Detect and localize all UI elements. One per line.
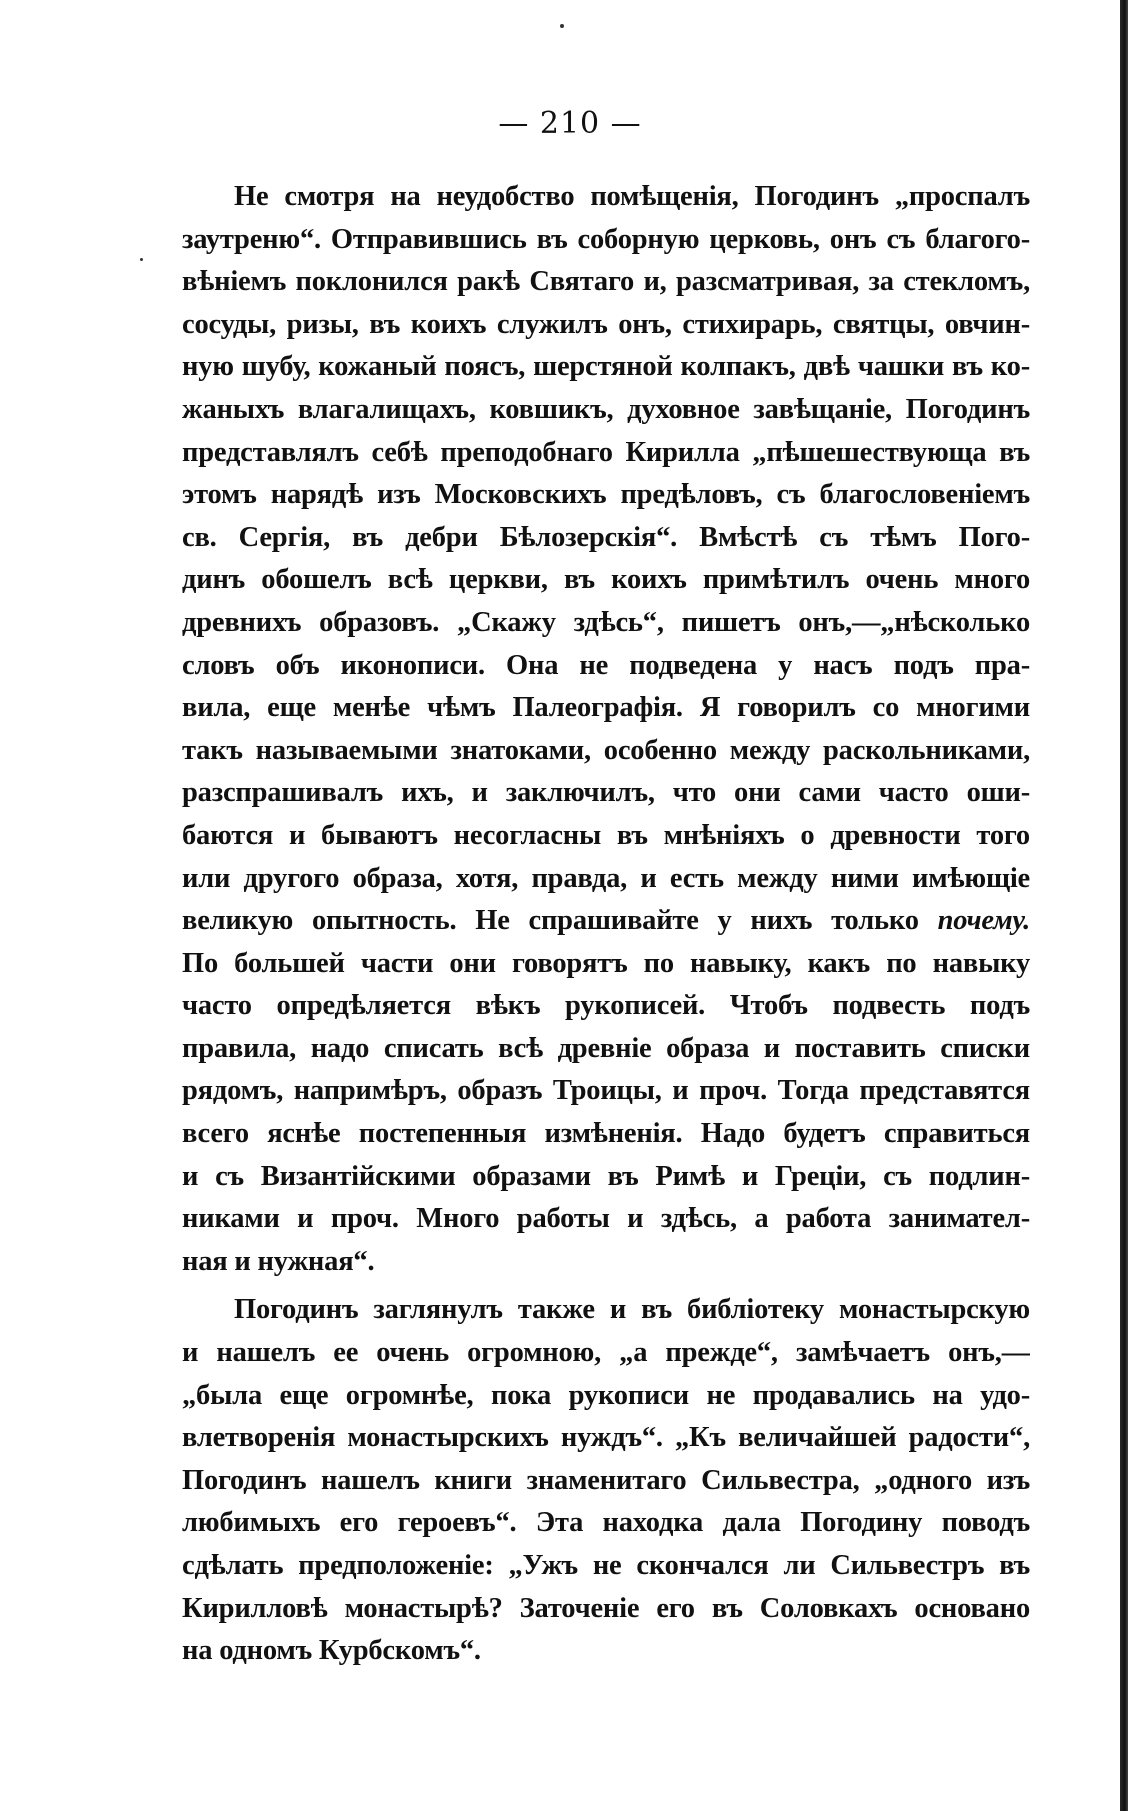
text-line: „была еще огромнѣе, пока рукописи не продавались на удо- [182,1379,1030,1411]
text-line: жаныхъ влагалищахъ, ковшикъ, духовное завѣщаніе, Погодинъ [182,393,1030,425]
text-line: всего яснѣе постепенныя измѣненія. Надо будетъ справиться [182,1118,1030,1150]
text-line-part: великую опытность. Не спрашивайте у нихъ только [182,905,919,937]
text-line: заутреню“. Отправившись въ соборную церковь, онъ съ благого- [182,223,1030,255]
text-line: сдѣлать предположеніе: „Ужъ не скончался ли Сильвестръ въ [182,1550,1030,1581]
text-line: этомъ нарядѣ изъ Московскихъ предѣловъ, съ благословеніемъ [182,479,1030,511]
text-line: словъ объ иконописи. Она не подведена у насъ подъ пра- [182,649,1030,681]
body-text [182,176,1030,1673]
speck [560,24,564,28]
text-line: часто опредѣляется вѣкъ рукописей. Чтобъ подвесть подъ [182,990,1030,1022]
text-line: и съ Византійскими образами въ Римѣ и Греціи, съ подлин- [182,1160,1030,1192]
text-line: древнихъ образовъ. „Скажу здѣсь“, пишетъ онъ,—„нѣсколько [182,606,1030,638]
text-line: баются и бываютъ несогласны въ мнѣніяхъ о древности того [182,819,1030,851]
text-line: Не смотря на неудобство помѣщенія, Погодинъ „проспалъ [234,181,1030,212]
text-line: такъ называемыми знатоками, особенно между раскольниками, [182,734,1030,766]
text-line: никами и проч. Много работы и здѣсь, а работа занимател- [182,1203,1030,1235]
text-line: и нашелъ ее очень огромною, „а прежде“, замѣчаетъ онъ,— [182,1337,1030,1369]
page-number: — 210 — [498,106,642,141]
text-line: св. Сергія, въ дебри Бѣлозерскія“. Вмѣстѣ съ тѣмъ Пого- [182,521,1030,553]
page-edge-rule [1120,0,1128,1811]
text-line: вила, еще менѣе чѣмъ Палеографія. Я говорилъ со многими [182,692,1030,724]
text-line: разспрашивалъ ихъ, и заключилъ, что они сами часто оши- [182,777,1030,809]
text-line: рядомъ, напримѣръ, образъ Троицы, и проч. Тогда представятся [182,1075,1030,1107]
text-line: вѣніемъ поклонился ракѣ Святаго и, разсматривая, за стекломъ, [182,266,1030,298]
text-line-with-italic [182,900,1030,943]
text-line: правила, надо списать всѣ древніе образа и поставить списки [182,1032,1030,1064]
italic-word: почему. [937,905,1030,937]
text-line: Кирилловѣ монастырѣ? Заточеніе его въ Соловкахъ основано [182,1592,1030,1624]
text-line: или другого образа, хотя, правда, и есть между ними имѣющіе [182,862,1030,894]
text-line: Погодинъ заглянулъ также и въ библіотеку монастырскую [234,1294,1030,1326]
text-line: Погодинъ нашелъ книги знаменитаго Сильвестра, „одного изъ [182,1464,1030,1496]
text-line: ная и нужная“. [182,1245,375,1277]
speck [140,258,143,261]
text-line: влетворенія монастырскихъ нуждъ“. „Къ величайшей радости“, [182,1422,1030,1454]
text-line: сосуды, ризы, въ коихъ служилъ онъ, стихирарь, святцы, овчин- [182,308,1030,340]
text-line: ную шубу, кожаный поясъ, шерстяной колпакъ, двѣ чашки въ ко- [182,351,1030,383]
text-line: По большей части они говорятъ по навыку, какъ по навыку [182,947,1030,979]
text-line: динъ обошелъ всѣ церкви, въ коихъ примѣтилъ очень много [182,564,1030,596]
text-line: на одномъ Курбскомъ“. [182,1635,481,1667]
text-line: любимыхъ его героевъ“. Эта находка дала Погодину поводъ [182,1507,1030,1539]
text-line: представлялъ себѣ преподобнаго Кирилла „пѣшешествующа въ [182,436,1030,468]
